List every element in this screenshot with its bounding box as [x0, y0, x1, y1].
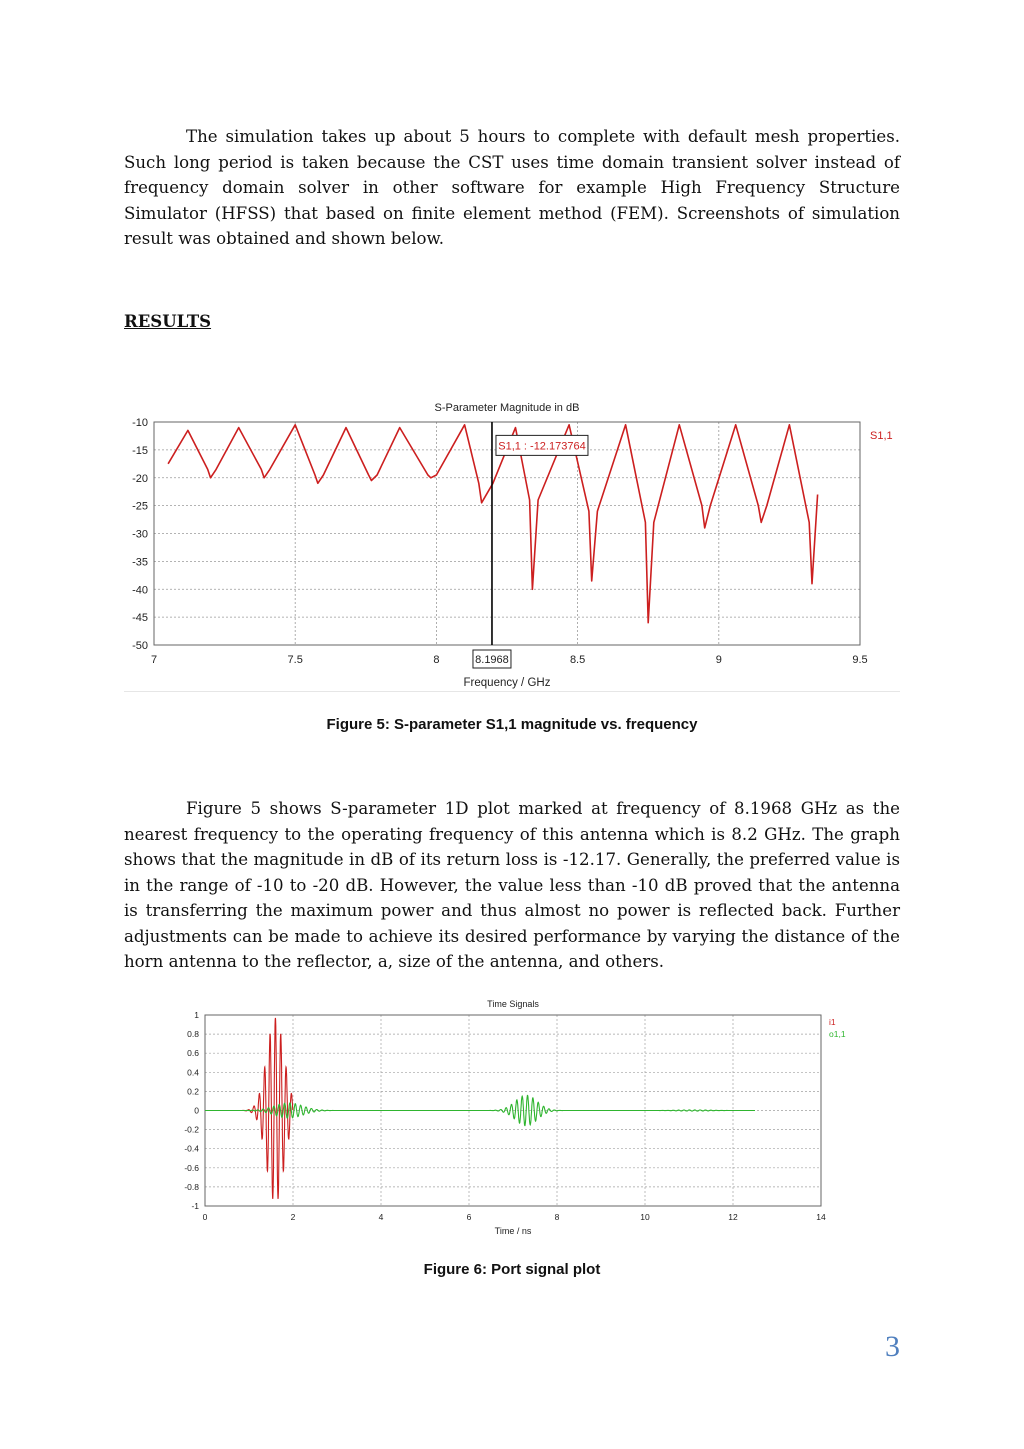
x-tick-label: 6 [466, 1212, 472, 1222]
x-tick-label: 14 [816, 1212, 826, 1222]
legend-entry-s11: S1,1 [870, 430, 893, 442]
y-tick-label: -0.4 [184, 1143, 199, 1154]
y-tick-label: -35 [132, 556, 148, 569]
y-tick-label: -20 [132, 472, 148, 485]
figure-divider [124, 691, 900, 692]
marker-x-label: 8.1968 [475, 654, 509, 666]
x-tick-label: 4 [378, 1212, 384, 1222]
page-number: 3 [885, 1330, 900, 1363]
y-tick-label: -40 [132, 584, 148, 597]
x-tick-label: 7 [150, 654, 158, 666]
x-tick-label: 8.5 [569, 654, 586, 666]
y-tick-label: 1 [194, 1010, 199, 1020]
y-tick-label: -30 [132, 528, 148, 541]
y-tick-label: 0.4 [187, 1067, 199, 1078]
figure-6-caption: Figure 6: Port signal plot [423, 1261, 601, 1278]
discussion-paragraph: Figure 5 shows S-parameter 1D plot marked at frequency of 8.1968 GHz as the nearest frequency to the operating frequency of this antenna which is 8.2 GHz. The graph shows that the magnitude in dB of its return loss is -12.17. Generally, the preferred value is in the range of -10 to -20 dB. However, the value less than -10 dB proved that the antenna is transferring the maximum power and thus almost no power is reflected back. Further adjustments can be made to achieve its desired performance by varying the distance of the horn antenna to the reflector, a, size of the antenna, and others. [124, 799, 900, 971]
y-tick-label: -0.2 [184, 1124, 199, 1135]
x-tick-label: 0 [202, 1212, 208, 1222]
y-tick-label: -10 [132, 417, 148, 429]
y-tick-label: 0 [194, 1105, 199, 1116]
x-axis-title: Frequency / GHz [463, 677, 551, 689]
x-tick-label: 9 [715, 654, 722, 666]
chart-title: Time Signals [487, 999, 539, 1009]
time-signals-chart [170, 995, 870, 1240]
legend-entry-i1: i1 [829, 1017, 836, 1027]
y-tick-label: -45 [132, 612, 148, 625]
y-tick-label: 0.6 [187, 1048, 199, 1059]
x-tick-label: 12 [728, 1212, 738, 1222]
x-tick-label: 8 [554, 1212, 560, 1222]
intro-paragraph: The simulation takes up about 5 hours to complete with default mesh properties. Such long period is taken because the CST uses time domain transient solver instead of frequency domain solver in other software for example High Frequency Structure Simulator (HFSS) that based on finite element method (FEM). Screenshots of simulation result was obtained and shown below. [124, 127, 900, 248]
x-tick-label: 10 [640, 1212, 650, 1222]
y-tick-label: -15 [132, 444, 148, 457]
results-heading: RESULTS [124, 312, 212, 331]
chart-title: S-Parameter Magnitude in dB [434, 402, 580, 414]
y-tick-label: -0.6 [184, 1162, 199, 1173]
marker-readout-label: S1,1 : -12.173764 [498, 440, 586, 453]
legend-entry-o11: o1,1 [829, 1029, 846, 1039]
s-parameter-chart [124, 395, 900, 690]
x-tick-label: 9.5 [852, 654, 868, 666]
y-tick-label: 0.2 [187, 1086, 199, 1097]
y-tick-label: 0.8 [187, 1029, 199, 1040]
series-line-s11 [168, 425, 818, 623]
y-tick-label: -50 [132, 640, 148, 652]
x-axis-title: Time / ns [494, 1226, 532, 1236]
y-tick-label: -1 [191, 1201, 199, 1211]
y-tick-label: -25 [132, 500, 148, 513]
x-tick-label: 7.5 [287, 654, 303, 666]
x-tick-label: 8 [433, 654, 440, 666]
figure-5-caption: Figure 5: S-parameter S1,1 magnitude vs. frequency [326, 716, 698, 733]
y-tick-label: -0.8 [184, 1181, 199, 1192]
x-tick-label: 2 [290, 1212, 296, 1222]
